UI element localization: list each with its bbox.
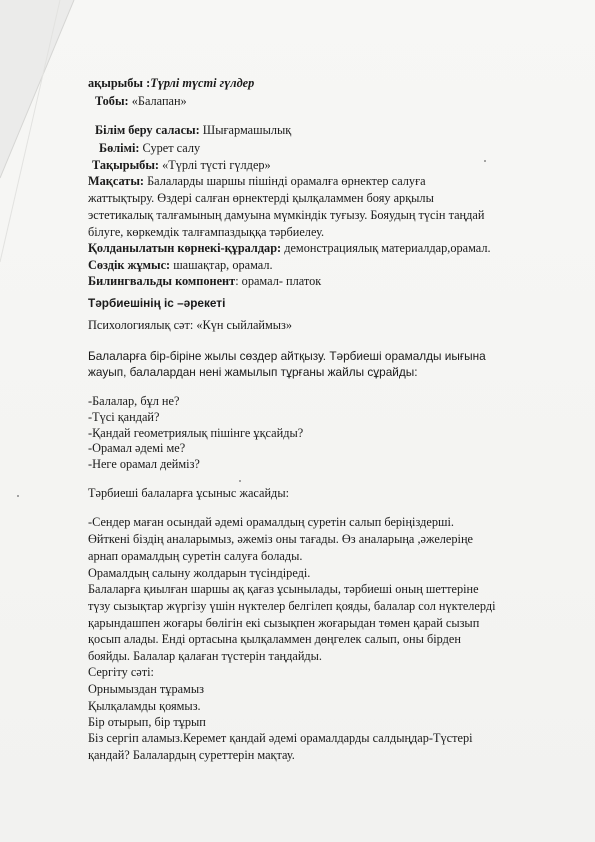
group-label: Тобы: — [95, 94, 129, 108]
p2-line-6: түзу сызықтар жүргізу үшін нүктелер белгілеп қояды, балалар сол нүктелерді — [88, 599, 496, 613]
bilingual-label: Билингвальды компонент — [88, 274, 236, 288]
question-1: -Балалар, бұл не? — [88, 394, 180, 408]
refresh-line-3: Бір отырып, бір тұрып — [88, 715, 206, 729]
goal-line-3: эстетикалық талғамының дамуына мүмкіндік туғызу. Бояудың түсін таңдай — [88, 208, 485, 222]
bilingual-line — [88, 274, 321, 288]
p2-line-9: бояйды. Балалар қалаған түстерін таңдайды. — [88, 649, 322, 663]
section-value: Сурет салу — [139, 141, 201, 155]
topic-value: Түрлі түсті гүлдер — [150, 76, 255, 90]
activity-heading: Тәрбиешінің іс –әрекеті — [88, 296, 226, 310]
p2-line-8: қосып алады. Енді ортасына қылқаламмен дөңгелек салып, оны бірден — [88, 632, 461, 646]
p3-line-2: қандай? Балалардың суреттерін мақтау. — [88, 748, 295, 762]
psych-moment: Психологиялық сәт: «Күн сыйлаймыз» — [88, 318, 293, 332]
vocab-value: шашақтар, орамал. — [170, 258, 273, 272]
goal-line-1 — [88, 174, 426, 188]
scan-speck — [239, 480, 241, 482]
refresh-line-2: Қылқаламды қоямыз. — [88, 699, 201, 713]
materials-label: Қолданылатын көрнекі-құралдар: — [88, 241, 282, 255]
scan-speck — [484, 160, 486, 162]
materials-value: демонстрациялық материалдар,орамал. — [281, 241, 491, 255]
area-line — [95, 123, 291, 137]
p2-line-1: -Сендер маған осындай әдемі орамалдың суретін салып беріңіздерші. — [88, 515, 454, 529]
p2-line-7: қарындашпен жоғары бөлігін екі сызықпен жоғарыдан төмен қарай сызып — [88, 616, 480, 630]
vocab-label: Сөздік жұмыс: — [88, 258, 171, 272]
p2-line-4: Орамалдың салыну жолдарын түсіндіреді. — [88, 566, 311, 580]
question-4: -Орамал әдемі ме? — [88, 441, 186, 455]
goal-label: Мақсаты: — [88, 174, 145, 188]
refresh-line-1: Орнымыздан тұрамыз — [88, 682, 204, 696]
question-2: -Түсі қандай? — [88, 410, 160, 424]
section-label: Бөлімі: — [99, 141, 140, 155]
question-3: -Қандай геометриялық пішінге ұқсайды? — [88, 426, 304, 440]
p2-line-3: арнап орамалдың суретін салуға болады. — [88, 549, 303, 563]
theme-label: Тақырыбы: — [92, 158, 160, 172]
theme-line — [92, 158, 271, 172]
area-value: Шығармашылық — [199, 123, 292, 137]
bilingual-value: : орамал- платок — [235, 274, 322, 288]
goal-line-2: жаттықтыру. Өздері салған өрнектерді қылқаламмен бояу арқылы — [88, 191, 434, 205]
materials-line — [88, 241, 491, 255]
refresh-title: Сергіту сәті: — [88, 665, 154, 679]
topic-label: ақырыбы : — [88, 76, 151, 90]
p2-line-2: Өйткені біздің аналарымыз, әжеміз оны тағады. Өз аналарыңа ,әжелеріңе — [88, 532, 473, 546]
p1-line-1: Балаларға бір-біріне жылы сөздер айтқызу. Тәрбиеші орамалды иығына — [88, 349, 486, 363]
group-line — [95, 94, 187, 108]
goal-line-4: білуге, көркемдік талғампаздыққа тәрбиелеу. — [88, 225, 325, 239]
p3-line-1: Біз сергіп аламыз.Керемет қандай әдемі орамалдарды салдыңдар-Түстері — [88, 731, 473, 745]
question-5: -Неге орамал дейміз? — [88, 457, 200, 471]
theme-value: «Түрлі түсті гүлдер» — [159, 158, 271, 172]
p1-line-2: жауып, балалардан нені жамылып тұрғаны жайлы сұрайды: — [88, 365, 418, 379]
scan-speck — [17, 495, 19, 497]
goal-text-1: Балаларды шаршы пішінді орамалға өрнектер салуға — [144, 174, 426, 188]
group-value: «Балапан» — [128, 94, 187, 108]
p2-line-5: Балаларға қиылған шаршы ақ қағаз ұсынылады, тәрбиеші оның шеттеріне — [88, 582, 479, 596]
vocab-line — [88, 258, 273, 272]
section-line — [99, 141, 200, 155]
topic-line — [88, 76, 254, 90]
offer-line: Тәрбиеші балаларға ұсыныс жасайды: — [88, 486, 289, 500]
area-label: Білім беру саласы: — [95, 123, 200, 137]
